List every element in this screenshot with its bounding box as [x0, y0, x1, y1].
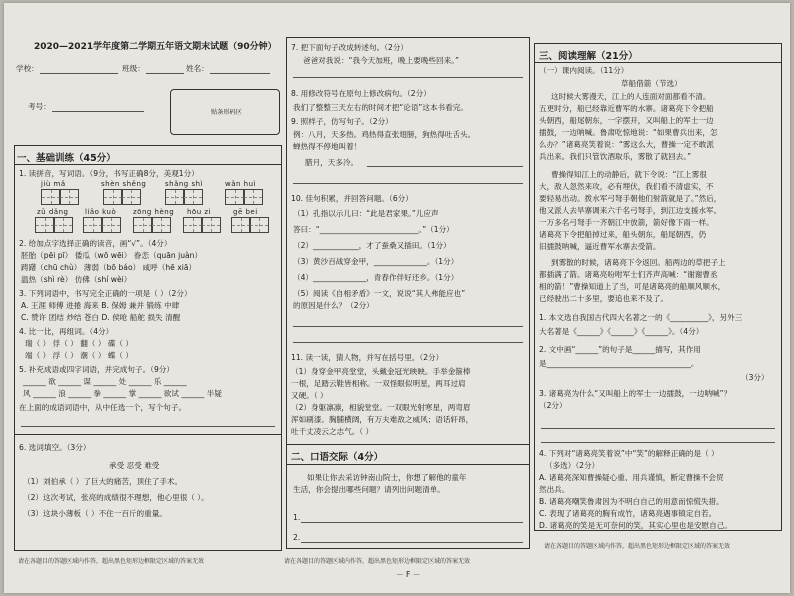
passage-line: 要轻易出动。拨水军弓弩手朝他们射箭就是了。”然后， [539, 194, 722, 203]
q8: 8. 用修改符号在原句上修改病句。（2分） [291, 89, 431, 98]
q11-line: （1）身穿金甲亮堂堂，头戴金冠光映映。手举金箍棒 [291, 367, 471, 376]
oral-item-1: 1. [293, 513, 301, 522]
section3-box [534, 43, 782, 531]
r4-option: A. 诸葛亮深知曹操疑心重、用兵谨慎，断定曹操不会贸 [539, 473, 724, 482]
q6: 6. 选词填空。（3分） [19, 443, 91, 452]
passage-line: 都插满了箭。诸葛亮吩咐军士们齐声高喊：“谢谢曹丞 [539, 270, 718, 279]
q11-line: 又硬。（ ） [291, 391, 328, 400]
footer-note: 请在各题目的答题区域内作答，超出黑色矩形边框限定区域的答案无效 [544, 543, 731, 550]
oral-item-2: 2. [293, 533, 301, 542]
write-box[interactable] [41, 189, 61, 205]
q5-tail: 在上面的成语词语中，从中任选一个，写个句子。 [19, 403, 187, 412]
answer-line[interactable] [367, 166, 523, 167]
q10-line: （1）孔指以示儿曰：“此是君家果。”儿应声 [293, 209, 439, 218]
write-box[interactable] [249, 217, 269, 233]
write-box[interactable] [133, 217, 153, 233]
exam-no-label: 考号： [28, 102, 51, 111]
r4a: （多选）（2分） [545, 461, 600, 470]
q7: 7. 把下面句子改成转述句。（2分） [291, 43, 409, 52]
q7-text: 爸爸对我说：“我今天加班，晚上要晚些回来。” [303, 56, 459, 65]
q2-line: 胚胎（pēi pī） 倭瓜（wō wēi） 眷恋（quān juàn） [21, 251, 203, 260]
passage-line: 旧擂鼓呐喊，逼近曹军水寨去受箭。 [539, 242, 661, 251]
q2: 2. 给加点字选择正确的读音，画“√”。（4分） [19, 239, 172, 248]
barcode-label: 贴条形码区 [211, 109, 242, 116]
write-box[interactable] [201, 217, 221, 233]
r4-option: C. 表现了诸葛亮的胸有成竹，诸葛亮遇事镇定自若。 [539, 509, 717, 518]
q10-line: 的原因是什么？（2分） [293, 301, 374, 310]
school-label: 学校： [16, 64, 39, 73]
pinyin-6: liǎo kuò [85, 208, 117, 216]
r2b: 是______________________________________。 [539, 359, 699, 368]
exam-sheet [4, 3, 790, 593]
answer-line[interactable] [293, 326, 523, 327]
r4-option: B. 诸葛亮嘲笑鲁肃因为不明白自己的用意而惊慌失措。 [539, 497, 724, 506]
answer-line[interactable] [293, 183, 523, 184]
q4: 4. 比一比，再组词。（4分） [19, 327, 114, 336]
q8-text: 我们了整整三天左右的时间才把“论语”这本书看完。 [293, 103, 468, 112]
answer-line[interactable] [293, 77, 523, 78]
footer-note: 请在各题目的答题区域内作答，超出黑色矩形边框限定区域的答案无效 [18, 558, 205, 565]
q5: 5. 补充成语或四字词语，并完成句子。（9分） [19, 365, 174, 374]
write-box[interactable] [183, 189, 203, 205]
section1-title: 一、基础训练（45分） [17, 153, 116, 164]
write-box[interactable] [35, 217, 55, 233]
q2-line: 温热（shì rè） 仿佛（shí wèi） [21, 275, 132, 284]
pinyin-9: gē bei [233, 208, 258, 216]
write-box[interactable] [183, 217, 203, 233]
q9-text1: 例：八月，天多热。鸡热得直张翅膀，狗热得吐舌头。 [293, 130, 476, 139]
pinyin-5: zǔ dǎng [37, 208, 69, 216]
passage-line: 这时候大雾漫天，江上的人连面对面都看不清。 [551, 92, 711, 101]
pinyin-8: hōu zi [187, 208, 211, 216]
q11-line: 吐千丈凌云之志气。（ ） [291, 427, 374, 436]
write-box[interactable] [103, 189, 123, 205]
answer-line[interactable] [301, 522, 523, 523]
passage-title: 草船借箭（节选） [621, 79, 682, 88]
school-line [40, 73, 118, 74]
section2-box [286, 37, 530, 549]
passage-line: 已经驶出二十多里，要追也来不及了。 [539, 294, 669, 303]
q10-line: （2）____________，才了蚕桑又插田。（1分） [293, 241, 451, 250]
r4-option: 然出兵。 [539, 485, 570, 494]
write-box[interactable] [121, 189, 141, 205]
q10-line: （3）黄沙百战穿金甲，______________。（1分） [293, 257, 459, 266]
pinyin-1: jiù mǎ [41, 180, 66, 188]
write-box[interactable] [225, 189, 245, 205]
passage-line: 兵出来。我们只管饮酒取乐，雾散了就回去。” [539, 152, 692, 161]
q9-text2: 蝉热得不停地叫着！ [293, 142, 362, 151]
section3-title: 三、阅读理解（21分） [539, 51, 638, 62]
class-label: 班级： [122, 64, 145, 73]
q6-line: （2）这次考试，张亮的成绩很不理想，他心里很（ ）。 [23, 493, 209, 502]
q11: 11. 读一读，猜人物，并写在括号里。（2分） [291, 353, 444, 362]
r3b: （2分） [539, 401, 567, 410]
passage-line: 五更时分，船已经靠近曹军的水寨。诸葛亮下令把船 [539, 104, 714, 113]
q10-line: （5）阅读《自相矛盾》一文，说说“其人弗能应也” [293, 289, 466, 298]
q11-line: （2）身躯凛凛，相貌堂堂。一双眼光射寒星，两弯眉 [291, 403, 471, 412]
pinyin-4: wǎn huì [225, 180, 256, 188]
answer-line[interactable] [301, 542, 523, 543]
q6-words: 承受 忍受 难受 [109, 461, 160, 470]
q3: 3. 下列词语中，书写完全正确的一项是（ ）（2分） [19, 289, 192, 298]
q3-line: C. 赞许 团结 炒结 苍白 D. 侯呛 船舵 损失 清醒 [21, 313, 181, 322]
page-number: － F － [396, 570, 421, 579]
q2-line: 踌躇（chū chù） 薄弱（bō báo） 咸呼（hē xiā） [21, 263, 197, 272]
pinyin-2: shèn shěng [101, 180, 147, 188]
passage-line: 大，敌人忽然来攻，必有埋伏，我们看不清虚实，不 [539, 182, 714, 191]
class-line [146, 73, 184, 74]
oral-text1: 如果让你去采访钟南山院士，你想了解他的童年 [307, 473, 467, 482]
write-box[interactable] [53, 217, 73, 233]
barcode-area [170, 89, 280, 135]
oral-text2: 生活，你会提出哪些问题？请列出问题清单。 [293, 485, 445, 494]
r2: 2. 文中画“______”的句子是______描写，其作用 [539, 345, 701, 354]
q9-text3: 腊月，天多冷。 [305, 158, 359, 167]
exam-title: 2020—2021学年度第二学期五年语文期末试题（90分钟） [34, 42, 277, 52]
passage-line: 头朝西，船尾朝东，一字摆开，又叫船上的军士一边 [539, 116, 714, 125]
q4-line: 端（ ） 浮（ ） 潮（ ） 蝶（ ） [25, 351, 134, 360]
answer-line[interactable] [541, 428, 775, 429]
q11-line: 浑如刷漆。胸脯横阔，有万夫难敌之威风；语话轩昂， [291, 415, 474, 424]
write-box[interactable] [83, 217, 103, 233]
q4-line: 瑞（ ） 俘（ ） 翻（ ） 碟（ ） [25, 339, 134, 348]
answer-line[interactable] [21, 426, 275, 427]
write-box[interactable] [59, 189, 79, 205]
q10-line: 答曰：“__________________________。”（1分） [293, 225, 454, 234]
answer-line[interactable] [541, 442, 775, 443]
r3: 3. 诸葛亮为什么“又叫船上的军士一边擂鼓，一边呐喊”？ [539, 389, 732, 398]
q1: 1. 读拼音，写词语。（9分，书写正确8分，美观1分） [19, 169, 199, 178]
q5-line: ______ 欲 ______ 谋 ______ 处 ______ 乐 ______ [23, 377, 187, 386]
section1-box [14, 145, 282, 551]
q9: 9. 照样子，仿写句子。（2分） [291, 117, 393, 126]
passage-line: 到雾散的时候，诸葛亮下令返回。船两边的草把子上 [551, 258, 726, 267]
r1: 1. 本文选自我国古代四大名著之一的《__________》，另外三 [539, 313, 743, 322]
reading-subtitle: （一）课内阅读。（11分） [539, 66, 629, 75]
passage-line: 擂鼓，一边呐喊。鲁肃吃惊地说：“如果曹兵出来，怎 [539, 128, 718, 137]
pinyin-7: zōng hèng [133, 208, 175, 216]
pinyin-3: shǎng shì [165, 180, 204, 188]
passage-line: 曹操得知江上的动静后，就下令说：“江上雾很 [551, 170, 707, 179]
write-box[interactable] [165, 189, 185, 205]
name-line [210, 73, 270, 74]
write-box[interactable] [243, 189, 263, 205]
exam-no-line [52, 111, 144, 112]
q10: 10. 佳句积累，并回答问题。（6分） [291, 194, 413, 203]
answer-line[interactable] [293, 342, 523, 343]
r4: 4. 下列对“诸葛亮笑着说”中“笑”的解释正确的是（ ） [539, 449, 719, 458]
passage-line: 诸葛亮下令把船掉过来，船头朝东，船尾朝西，仍 [539, 230, 707, 239]
footer-note: 请在各题目的答题区域内作答，超出黑色矩形边框限定区域的答案无效 [284, 558, 471, 565]
q3-line: A. 王涯 师傅 进捲 海来 B. 保姆 兼并 锻练 中肆 [21, 301, 180, 310]
q5-line: 风 ______ 浪 ______ 拳 ______ 掌 ______ 欲试 ______ 半疑 [23, 389, 222, 398]
r1b: 大名著是《______》《______》《______》。（4分） [539, 327, 704, 336]
q11-line: 一根，足踏云鞋皆相称。一双怪眼似明星，两耳过肩 [291, 379, 466, 388]
q6-line: （1）刘伯承（ ）了巨大的痛苦，顶住了手术。 [23, 477, 183, 486]
write-box[interactable] [231, 217, 251, 233]
oral-title: 二、口语交际（4分） [291, 452, 384, 463]
q6-line: （3）这块小薄板（ ）不住一百斤的重量。 [23, 509, 167, 518]
passage-line: 么办？”诸葛亮笑着说：“雾这么大，曹操一定不敢派 [539, 140, 714, 149]
name-label: 姓名： [186, 64, 209, 73]
passage-line: 一万多名弓弩手一齐朝江中放箭，箭好像下雨一样。 [539, 218, 714, 227]
write-box[interactable] [101, 217, 121, 233]
q10-line: （4）______________，青春作伴好还乡。（1分） [293, 273, 459, 282]
passage-line: 他又派人去旱寨调来六千名弓弩手，到江边支援水军。 [539, 206, 722, 215]
r4-option: D. 诸葛亮的笑是无可奈何的笑，其实心里也是安慰自己。 [539, 521, 732, 530]
write-box[interactable] [151, 217, 171, 233]
r2c: （3分） [741, 373, 769, 382]
passage-line: 相的箭！”曹操知道上了当，可是诸葛亮的船顺风顺水， [539, 282, 726, 291]
